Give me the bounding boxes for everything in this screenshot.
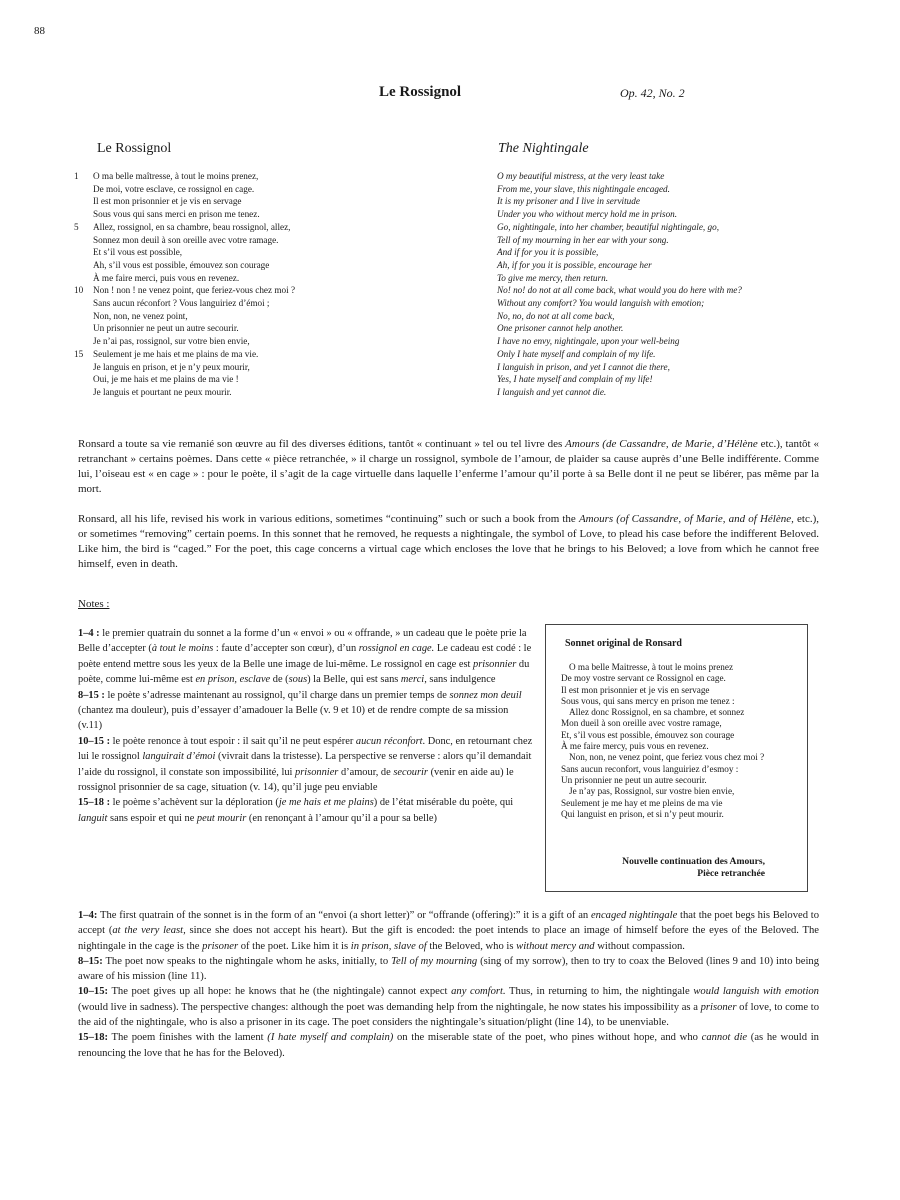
line-number: 15 — [74, 348, 84, 359]
note-text: le poète renonce à tout espoir : il sait qu’il ne peut espérer — [110, 735, 356, 747]
english-poem-line: O my beautiful mistress, at the very least take — [497, 171, 665, 181]
note-text: prisoner — [202, 940, 239, 952]
note-text: le poème s’achèvent sur la déploration ( — [110, 797, 279, 809]
note-line-range: 15–18: — [78, 1032, 109, 1044]
intro-fr-text-a: Ronsard a toute sa vie remanié son œuvre au fil des diverses éditions, tantôt « continuant » tel ou tel livre des — [78, 438, 566, 450]
line-number: 1 — [74, 171, 79, 181]
original-sonnet-line: Je n’ay pas, Rossignol, sur vostre bien envie, — [569, 786, 735, 797]
note-text: (chantez ma douleur), puis d’essayer d’amadouer la Belle (v. 9 et 10) et de rendre compte de sa mission (v.11) — [78, 705, 509, 732]
note-text: (as he would in renouncing the love that he has for the Beloved). — [78, 1032, 819, 1059]
note-text: (would live in sadness). The perspective changes: although the poet was demanding help from the nightingale, he now states his impossibility as a — [78, 1001, 701, 1013]
french-poem-line — [93, 208, 295, 221]
original-sonnet-line: De moy vostre servant ce Rossignol en cage. — [561, 673, 726, 684]
note-text: secourir — [393, 766, 428, 778]
english-poem-line: And if for you it is possible, — [497, 247, 599, 258]
english-poem-line: Yes, I hate myself and complain of my life! — [497, 374, 653, 385]
english-poem — [497, 170, 742, 399]
original-sonnet-line: À me faire mercy, puis vous en revenez. — [561, 741, 709, 752]
note-text: since she does not accept his heart). But the gift is encoded: the poet intends to place an image of himself before the eyes of the Beloved. The nightingale in the cage is the — [78, 925, 819, 952]
line-text: Seulement je me hais et me plains de ma vie. — [93, 348, 259, 359]
line-text: Je languis en prison, et je n’y peux mourir, — [93, 361, 250, 372]
english-poem-line: I languish in prison, and yet I cannot die there, — [497, 361, 670, 372]
note-text: in prison, slave of — [350, 940, 427, 952]
english-poem-line: Tell of my mourning in her ear with your song. — [497, 234, 669, 245]
note-text: rossignol en cage. — [358, 643, 435, 655]
page-title: Le Rossignol — [379, 84, 462, 100]
english-poem-line: I have no envy, nightingale, upon your well-being — [497, 336, 680, 347]
french-poem-line — [74, 221, 295, 234]
note-text: (venir en aide au) le rossignol prisonnier de sa cage, situation (v. 14), qu’il juge peu enviable — [78, 766, 514, 794]
line-text: Sonnez mon deuil à son oreille avec votre ramage. — [93, 234, 279, 245]
note-entry — [78, 908, 819, 954]
english-poem-line: Only I hate myself and complain of my life. — [497, 348, 656, 359]
note-line-range: 1–4 : — [78, 628, 100, 639]
note-text: The poet now speaks to the nightingale whom he asks, initially, to — [102, 955, 392, 967]
note-entry — [78, 1030, 819, 1061]
note-text: Le cadeau est codé : le poète entend mettre sous les yeux de la Belle une image de lui-même. Le rossignol en cage est — [78, 643, 532, 670]
english-poem-line: I languish and yet cannot die. — [497, 386, 607, 397]
french-poem-line — [93, 183, 295, 196]
french-poem-line — [93, 335, 295, 348]
original-sonnet-line: Non, non, ne venez point, que feriez vous chez moi ? — [569, 752, 765, 763]
notes-heading: Notes : — [78, 598, 110, 610]
note-text: (en renonçant à l’amour qu’il a pour sa belle) — [246, 812, 437, 824]
note-line-range: 1–4: — [78, 910, 98, 921]
line-text: O ma belle maîtresse, à tout le moins prenez, — [93, 171, 259, 181]
intro-en-text-a: Ronsard, all his life, revised his work in various editions, sometimes “continuing” such or such a book from the — [78, 513, 579, 525]
original-sonnet-line: Et, s’il vous est possible, émouvez son courage — [561, 729, 735, 740]
french-poem-heading: Le Rossignol — [97, 141, 172, 156]
note-text: that the poet begs his Beloved to accept ( — [78, 910, 820, 937]
line-text: Sans aucun réconfort ? Vous languiriez d’émoi ; — [93, 298, 270, 309]
note-text: sans espoir et qui ne — [107, 812, 197, 824]
intro-paragraph-french — [78, 437, 819, 497]
line-number: 10 — [74, 285, 84, 296]
sonnet-source-line-2: Pièce retranchée — [697, 868, 765, 879]
intro-fr-text-c: etc.), tantôt « retranchant » certains poèmes. Dans cette « pièce retranchée, » il charge un rossignol, symbole de l’amour, de plaider sa cause auprès d’une Belle indifférente. Comme lui, l’oiseau est « en cage » : pour le poète, il s’agit de la cage virtuelle dans laquelle l’enferme l’amour qu’il porte à sa Belle dont il ne peut se libérer, pas même par la mort. — [78, 438, 819, 495]
notes-french — [78, 626, 535, 826]
french-poem-line — [93, 259, 295, 272]
note-text: , sans indulgence — [424, 674, 496, 686]
note-text: (vivrait dans la tristesse). La perspective se renverse : alors qu’il demandait l’aide du rossignol, il constate son impossibilité, lui — [78, 751, 532, 778]
note-text: Tell of my mourning — [391, 955, 478, 967]
original-sonnet-line: Un prisonnier ne peut un autre secourir. — [561, 774, 707, 785]
note-text: ) la Belle, qui est sans — [307, 674, 401, 686]
original-sonnet-line: Sous vous, qui sans mercy en prison me tenez : — [561, 695, 735, 706]
line-number: 5 — [74, 221, 79, 232]
line-text: Sous vous qui sans merci en prison me tenez. — [93, 209, 260, 220]
note-line-range: 10–15 : — [78, 735, 111, 747]
note-text: sous — [288, 674, 308, 686]
note-text: je me hais et me plains — [278, 797, 374, 809]
note-text: . Donc, en retournant chez lui le rossignol — [78, 735, 533, 763]
original-sonnet-line: Mon dueil à son oreille avec vostre ramage, — [561, 718, 722, 729]
note-text: The first quatrain of the sonnet is in the form of an “envoi (a short letter)” or “offrande (offering):” it is a gift of an — [97, 910, 591, 921]
note-text: le premier quatrain du sonnet a la forme d’un « envoi » ou « offrande, » un cadeau que le poète prie la Belle d’accepter ( — [78, 628, 527, 655]
french-poem-line — [93, 246, 295, 259]
notes-english — [78, 908, 819, 1061]
original-sonnet-line: Allez donc Rossignol, en sa chambre, et sonnez — [569, 707, 745, 718]
note-text: Thus, in returning to him, the nightingale — [505, 986, 694, 998]
note-text: du poète, comme lui-même est — [78, 658, 530, 686]
note-text: on the miserable state of the poet, who pines without hope, and who — [393, 1032, 702, 1044]
note-text: prisonnier — [295, 766, 339, 778]
opus-number: Op. 42, No. 2 — [620, 86, 685, 100]
note-text: without mercy and — [516, 940, 595, 952]
english-poem-line: No, no, do not at all come back, — [497, 310, 615, 321]
note-text: The poet gives up all hope: he knows that he (the nightingale) cannot expect — [108, 986, 452, 998]
original-sonnet-line: Seulement je me hay et me pleins de ma vie — [561, 797, 723, 808]
english-poem-line: To give me mercy, then return. — [497, 272, 608, 283]
original-sonnet-box — [545, 624, 808, 892]
english-poem-line: No! no! do not at all come back, what would you do here with me? — [497, 285, 742, 296]
note-text: à tout le moins — [151, 643, 214, 655]
note-line-range: 8–15 : — [78, 689, 105, 701]
french-poem — [74, 170, 296, 399]
note-text: (I hate myself and complain) — [267, 1032, 394, 1044]
line-text: Non, non, ne venez point, — [93, 310, 188, 321]
english-poem-line: Without any comfort? You would languish with emotion; — [497, 298, 705, 309]
note-text: ) de l’état misérable du poète, qui — [373, 797, 514, 809]
note-text: any comfort. — [451, 986, 506, 998]
note-text: sonnez mon deuil — [449, 689, 522, 701]
sonnet-source — [622, 856, 765, 880]
french-poem-line — [93, 361, 295, 374]
note-text: : faute d’accepter son cœur), d’un — [213, 643, 359, 655]
note-text: would languish with emotion — [693, 986, 819, 998]
original-sonnet-line: O ma belle Maitresse, à tout le moins prenez — [569, 662, 734, 672]
english-poem-line: From me, your slave, this nightingale encaged. — [497, 183, 670, 194]
note-text: aucun réconfort — [355, 735, 423, 747]
original-sonnet-line: Qui languist en prison, et si n’y peut mourir. — [561, 808, 724, 819]
note-text: d’amour, de — [338, 766, 394, 778]
intro-en-text-c: etc.), or sometimes “removing” certain poems. In this sonnet that he removed, he requests a nightingale, the symbol of Love, to plead his case before the indifferent Beloved. Like him, the bird is “caged.” For the poet, this cage concerns a virtual cage which encloses the love that he brings to his Beloved; a love from which he cannot free himself, even in death. — [78, 513, 819, 570]
french-poem-line — [74, 170, 295, 183]
sonnet-box-title: Sonnet original de Ronsard — [565, 638, 682, 649]
note-entry — [78, 688, 535, 734]
note-text: peut mourir — [196, 812, 247, 824]
note-text: of the poet. Like him it is — [238, 940, 351, 952]
note-line-range: 10–15: — [78, 986, 109, 998]
english-poem-line: One prisoner cannot help another. — [497, 323, 624, 334]
note-text: without compassion. — [594, 940, 685, 952]
line-text: Ah, s’il vous est possible, émouvez son courage — [93, 259, 270, 270]
page-number: 88 — [34, 25, 45, 37]
note-text: le poète s’adresse maintenant au rossignol, qu’il charge dans un premier temps de — [104, 689, 450, 701]
original-sonnet-text — [561, 662, 764, 820]
note-text: prisoner — [700, 1001, 737, 1013]
english-poem-heading: The Nightingale — [498, 141, 589, 156]
french-poem-line — [93, 322, 295, 335]
line-text: De moi, votre esclave, ce rossignol en cage. — [93, 183, 255, 194]
line-text: Je languis et pourtant ne peux mourir. — [93, 386, 232, 397]
note-text: languirait d’émoi — [142, 751, 216, 763]
note-text: the Beloved, who is — [426, 940, 517, 952]
note-entry — [78, 954, 819, 985]
french-poem-line — [93, 195, 295, 208]
note-entry — [78, 734, 535, 796]
note-text: (sing of my sorrow), then to try to coax the Beloved (lines 9 and 10) into being aware of his mission (line 11). — [78, 955, 820, 983]
note-text: languit — [78, 812, 108, 824]
note-entry — [78, 626, 535, 688]
note-text: prisonnier — [473, 658, 517, 670]
line-text: Et s’il vous est possible, — [93, 247, 183, 258]
note-line-range: 8–15: — [78, 955, 103, 967]
note-entry — [78, 984, 819, 1030]
note-text: cannot die — [701, 1032, 748, 1044]
note-text: of love, to come to the aid of the nightingale, who is also a prisoner in its cage. The poet considers the nightingale’s situation/plight (line 14), to be unenviable. — [78, 1001, 819, 1029]
french-poem-line — [93, 310, 295, 323]
original-sonnet-line: Il est mon prisonnier et je vis en servage — [561, 684, 710, 695]
note-text: de ( — [270, 674, 289, 686]
english-poem-line: Ah, if for you it is possible, encourage her — [497, 259, 652, 270]
french-poem-line — [93, 297, 295, 310]
line-text: Oui, je me hais et me plains de ma vie ! — [93, 374, 239, 385]
line-text: Il est mon prisonnier et je vis en servage — [93, 196, 242, 207]
note-text: en prison, esclave — [195, 674, 271, 686]
line-text: Non ! non ! ne venez point, que feriez-vous chez moi ? — [93, 285, 296, 296]
french-poem-line — [74, 284, 296, 297]
note-line-range: 15–18 : — [78, 797, 111, 809]
intro-fr-work-title: Amours (de Cassandre, de Marie, d’Hélène — [565, 438, 758, 450]
line-text: Je n’ai pas, rossignol, sur votre bien envie, — [93, 336, 250, 347]
note-text: merci — [400, 674, 425, 686]
sonnet-source-line-1: Nouvelle continuation des Amours, — [622, 856, 765, 867]
french-poem-line — [93, 272, 295, 285]
french-poem-line — [74, 348, 295, 361]
english-poem-line: Go, nightingale, into her chamber, beautiful nightingale, go, — [497, 221, 720, 232]
note-text: The poem finishes with the lament — [108, 1032, 268, 1044]
original-sonnet-line: Sans aucun reconfort, vous languiriez d’esmoy : — [561, 763, 739, 774]
french-poem-line — [93, 234, 295, 247]
intro-en-work-title: Amours (of Cassandre, of Marie, and of Hélène, — [578, 513, 794, 525]
note-text: encaged nightingale — [590, 910, 678, 921]
english-poem-line: Under you who without mercy hold me in prison. — [497, 209, 678, 220]
french-poem-line — [93, 373, 295, 386]
english-poem-line: It is my prisoner and I live in servitude — [497, 196, 640, 207]
intro-paragraph-english — [78, 512, 819, 572]
line-text: Un prisonnier ne peut un autre secourir. — [93, 323, 239, 334]
note-entry — [78, 795, 535, 826]
line-text: Allez, rossignol, en sa chambre, beau rossignol, allez, — [93, 221, 291, 232]
line-text: À me faire merci, puis vous en revenez. — [93, 272, 240, 283]
note-text: at the very least, — [112, 925, 186, 937]
french-poem-line — [93, 386, 295, 399]
